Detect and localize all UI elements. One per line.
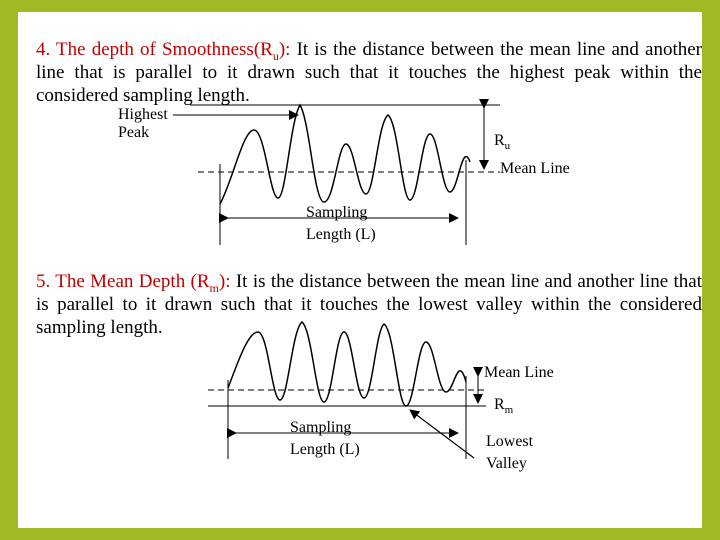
roughness-profile-1 — [220, 105, 470, 204]
section-4-heading: 4. The depth of $Smoothness(R_u)$: — [36, 39, 291, 63]
ru-label: $R_u$ — [494, 132, 511, 153]
length-label-1: Length (L) — [306, 226, 376, 243]
rm-label: $R_m$ — [494, 396, 514, 417]
mean-line-label-1: Mean Line — [500, 160, 570, 177]
slide — [18, 12, 702, 528]
lowest-label: Lowest — [486, 433, 534, 450]
peak-label: Peak — [118, 124, 150, 141]
section-5-heading: 5. The Mean Depth $(R_m)$: — [36, 271, 231, 295]
section-4-paragraph — [36, 38, 702, 107]
lowest-valley-arrow — [410, 410, 474, 458]
section-4-body: It is the distance between the mean line and another line that is parallel to it drawn such that it touches the highest peak within the considered sampling length. — [36, 39, 702, 106]
sampling-label-2: Sampling — [290, 419, 352, 436]
section-5-paragraph — [36, 270, 702, 339]
highest-label: Highest — [118, 106, 168, 123]
valley-label: Valley — [486, 455, 527, 472]
sampling-label-1: Sampling — [306, 204, 368, 221]
length-label-2: Length (L) — [290, 441, 360, 458]
mean-line-label-2: Mean Line — [484, 364, 554, 381]
section-5-body: It is the distance between the mean line and another line that is parallel to it drawn such that it touches the lowest valley within the considered sampling length. — [36, 271, 702, 338]
